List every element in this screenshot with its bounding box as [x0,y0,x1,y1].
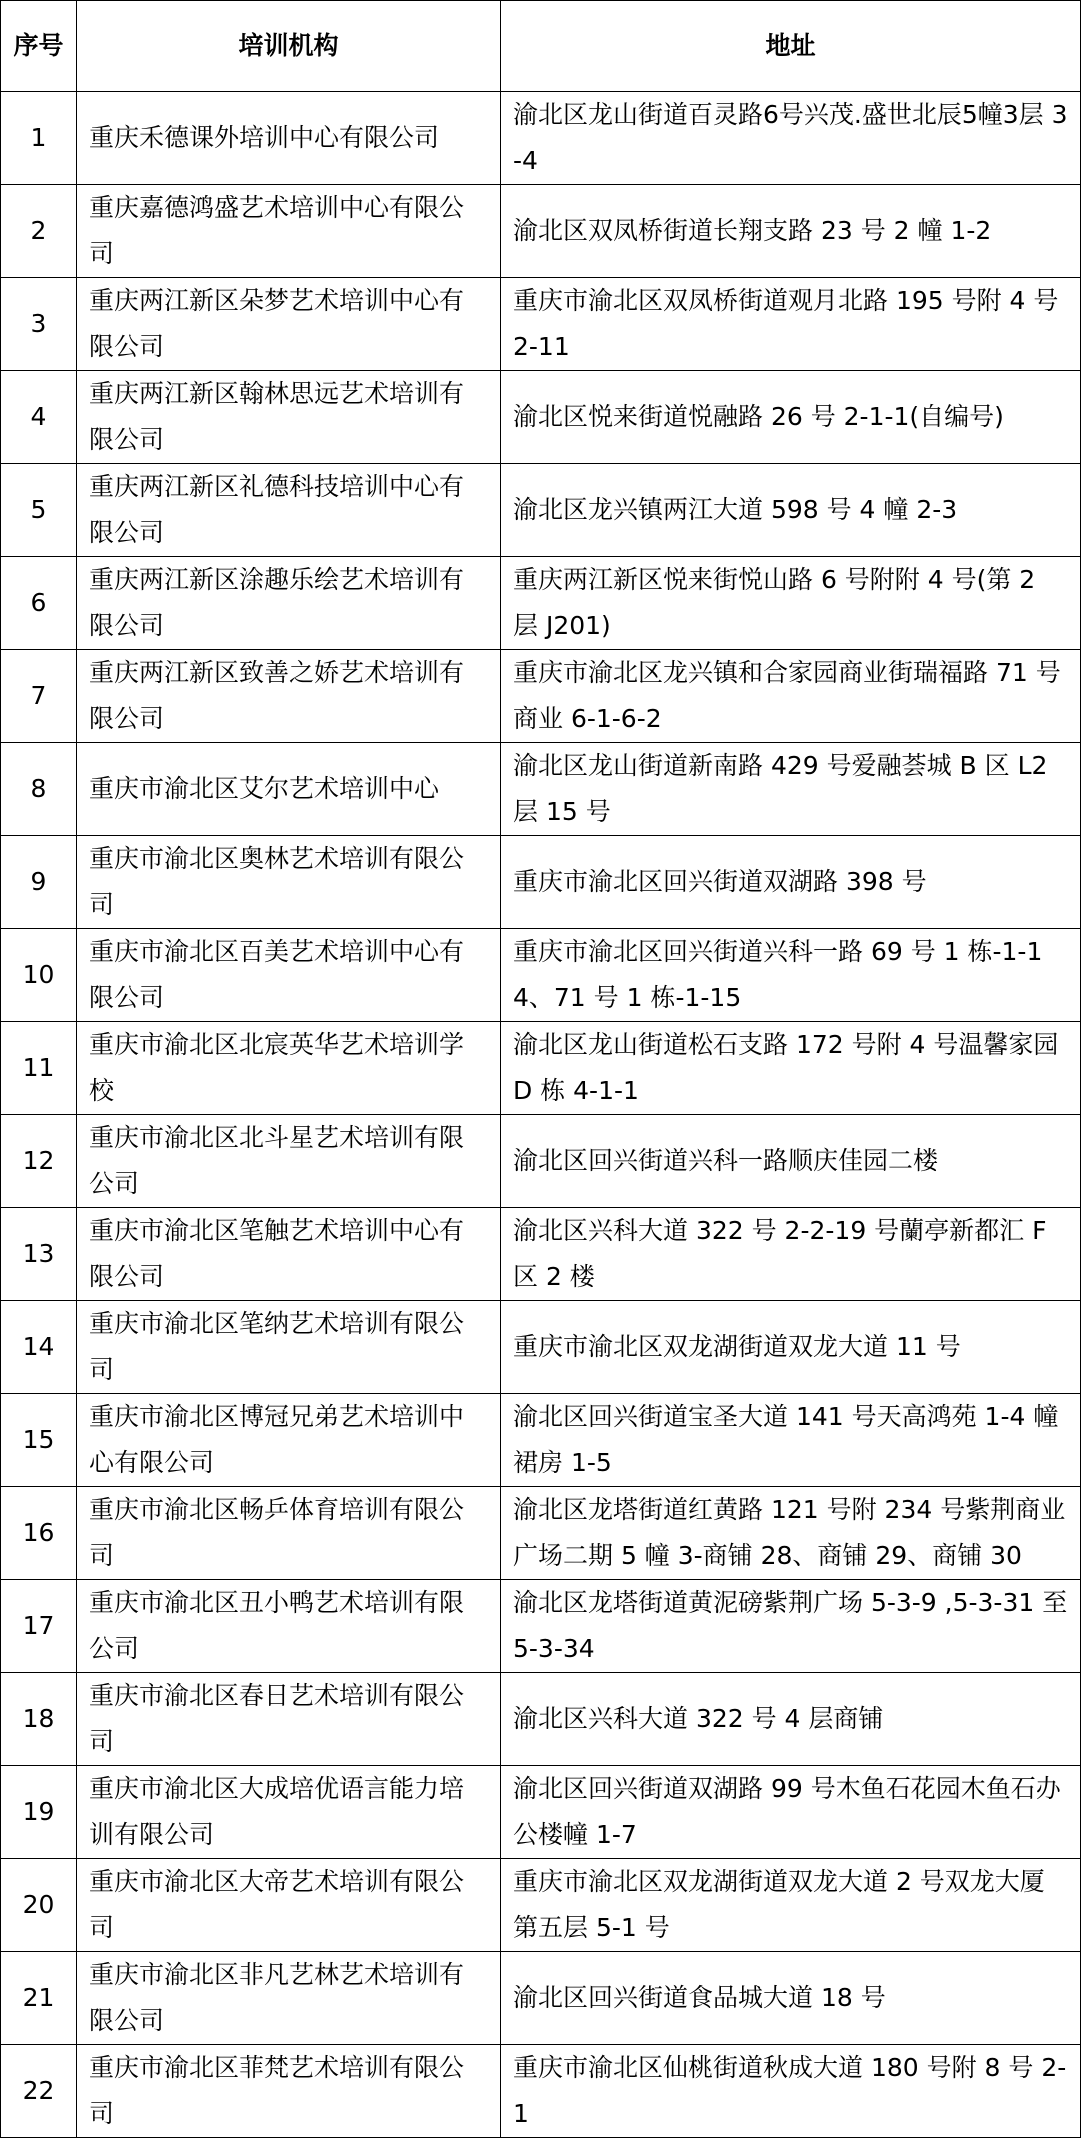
address-cell: 重庆市渝北区龙兴镇和合家园商业街瑞福路 71 号商业 6-1-6-2 [501,650,1081,743]
table-row [1,1487,1081,1580]
institution-name-cell: 重庆市渝北区奥林艺术培训有限公司 [77,836,501,929]
serial-number-cell: 2 [1,185,77,278]
table-row [1,1301,1081,1394]
institution-name-cell: 重庆市渝北区笔触艺术培训中心有限公司 [77,1208,501,1301]
institution-name-cell: 重庆市渝北区畅乒体育培训有限公司 [77,1487,501,1580]
serial-number-cell: 7 [1,650,77,743]
serial-number-cell: 10 [1,929,77,1022]
institution-name-cell: 重庆市渝北区非凡艺林艺术培训有限公司 [77,1952,501,2045]
institution-name-cell: 重庆两江新区涂趣乐绘艺术培训有限公司 [77,557,501,650]
table-row [1,1766,1081,1859]
table-row [1,929,1081,1022]
address-cell: 渝北区回兴街道宝圣大道 141 号天高鸿苑 1-4 幢裙房 1-5 [501,1394,1081,1487]
header-training-institution: 培训机构 [77,1,501,92]
header-row [1,1,1081,92]
table-body [1,92,1081,2138]
table-row [1,1580,1081,1673]
serial-number-cell: 19 [1,1766,77,1859]
institution-name-cell: 重庆市渝北区北斗星艺术培训有限公司 [77,1115,501,1208]
address-cell: 渝北区回兴街道食品城大道 18 号 [501,1952,1081,2045]
institution-name-cell: 重庆市渝北区大成培优语言能力培训有限公司 [77,1766,501,1859]
institution-name-cell: 重庆市渝北区百美艺术培训中心有限公司 [77,929,501,1022]
table-row [1,278,1081,371]
address-cell: 渝北区龙塔街道红黄路 121 号附 234 号紫荆商业广场二期 5 幢 3-商铺 28、商铺 29、商铺 30 [501,1487,1081,1580]
institution-name-cell: 重庆市渝北区博冠兄弟艺术培训中心有限公司 [77,1394,501,1487]
table-row [1,371,1081,464]
address-cell: 渝北区龙兴镇两江大道 598 号 4 幢 2-3 [501,464,1081,557]
serial-number-cell: 20 [1,1859,77,1952]
table-row [1,1022,1081,1115]
institution-name-cell: 重庆两江新区礼德科技培训中心有限公司 [77,464,501,557]
serial-number-cell: 22 [1,2045,77,2138]
serial-number-cell: 18 [1,1673,77,1766]
institution-name-cell: 重庆两江新区致善之娇艺术培训有限公司 [77,650,501,743]
serial-number-cell: 17 [1,1580,77,1673]
institution-name-cell: 重庆市渝北区大帝艺术培训有限公司 [77,1859,501,1952]
table-row [1,464,1081,557]
institution-name-cell: 重庆市渝北区丑小鸭艺术培训有限公司 [77,1580,501,1673]
address-cell: 渝北区兴科大道 322 号 4 层商铺 [501,1673,1081,1766]
institution-name-cell: 重庆嘉德鸿盛艺术培训中心有限公司 [77,185,501,278]
address-cell: 重庆市渝北区回兴街道双湖路 398 号 [501,836,1081,929]
address-cell: 重庆两江新区悦来街悦山路 6 号附附 4 号(第 2 层 J201) [501,557,1081,650]
table-row [1,1208,1081,1301]
address-cell: 渝北区龙山街道松石支路 172 号附 4 号温馨家园 D 栋 4-1-1 [501,1022,1081,1115]
serial-number-cell: 16 [1,1487,77,1580]
header-serial-number: 序号 [1,1,77,92]
institution-name-cell: 重庆两江新区朵梦艺术培训中心有限公司 [77,278,501,371]
institution-name-cell: 重庆市渝北区艾尔艺术培训中心 [77,743,501,836]
serial-number-cell: 6 [1,557,77,650]
serial-number-cell: 13 [1,1208,77,1301]
serial-number-cell: 11 [1,1022,77,1115]
table-row [1,743,1081,836]
serial-number-cell: 21 [1,1952,77,2045]
table-row [1,1394,1081,1487]
table-row [1,557,1081,650]
address-cell: 渝北区兴科大道 322 号 2-2-19 号蘭亭新都汇 F 区 2 楼 [501,1208,1081,1301]
address-cell: 重庆市渝北区回兴街道兴科一路 69 号 1 栋-1-14、71 号 1 栋-1-15 [501,929,1081,1022]
address-cell: 渝北区龙山街道新南路 429 号爱融荟城 B 区 L2 层 15 号 [501,743,1081,836]
serial-number-cell: 1 [1,92,77,185]
table-row [1,1673,1081,1766]
serial-number-cell: 5 [1,464,77,557]
table-row [1,1952,1081,2045]
table-row [1,185,1081,278]
serial-number-cell: 4 [1,371,77,464]
institution-name-cell: 重庆市渝北区北宸英华艺术培训学校 [77,1022,501,1115]
institution-name-cell: 重庆两江新区翰林思远艺术培训有限公司 [77,371,501,464]
serial-number-cell: 14 [1,1301,77,1394]
address-cell: 渝北区龙山街道百灵路6号兴茂.盛世北辰5幢3层 3-4 [501,92,1081,185]
institution-name-cell: 重庆市渝北区笔纳艺术培训有限公司 [77,1301,501,1394]
address-cell: 重庆市渝北区双凤桥街道观月北路 195 号附 4 号 2-11 [501,278,1081,371]
serial-number-cell: 9 [1,836,77,929]
serial-number-cell: 15 [1,1394,77,1487]
table-header [1,1,1081,92]
table-row [1,650,1081,743]
address-cell: 重庆市渝北区双龙湖街道双龙大道 11 号 [501,1301,1081,1394]
table-row [1,2045,1081,2138]
institution-name-cell: 重庆市渝北区菲梵艺术培训有限公司 [77,2045,501,2138]
table-row [1,836,1081,929]
address-cell: 渝北区回兴街道兴科一路顺庆佳园二楼 [501,1115,1081,1208]
address-cell: 渝北区双凤桥街道长翔支路 23 号 2 幢 1-2 [501,185,1081,278]
address-cell: 重庆市渝北区仙桃街道秋成大道 180 号附 8 号 2-1 [501,2045,1081,2138]
institution-name-cell: 重庆市渝北区春日艺术培训有限公司 [77,1673,501,1766]
address-cell: 渝北区龙塔街道黄泥磅紫荆广场 5-3-9 ,5-3-31 至 5-3-34 [501,1580,1081,1673]
address-cell: 重庆市渝北区双龙湖街道双龙大道 2 号双龙大厦第五层 5-1 号 [501,1859,1081,1952]
serial-number-cell: 8 [1,743,77,836]
table-row [1,92,1081,185]
serial-number-cell: 12 [1,1115,77,1208]
serial-number-cell: 3 [1,278,77,371]
header-address: 地址 [501,1,1081,92]
institution-name-cell: 重庆禾德课外培训中心有限公司 [77,92,501,185]
address-cell: 渝北区悦来街道悦融路 26 号 2-1-1(自编号) [501,371,1081,464]
table-row [1,1859,1081,1952]
address-cell: 渝北区回兴街道双湖路 99 号木鱼石花园木鱼石办公楼幢 1-7 [501,1766,1081,1859]
table-row [1,1115,1081,1208]
